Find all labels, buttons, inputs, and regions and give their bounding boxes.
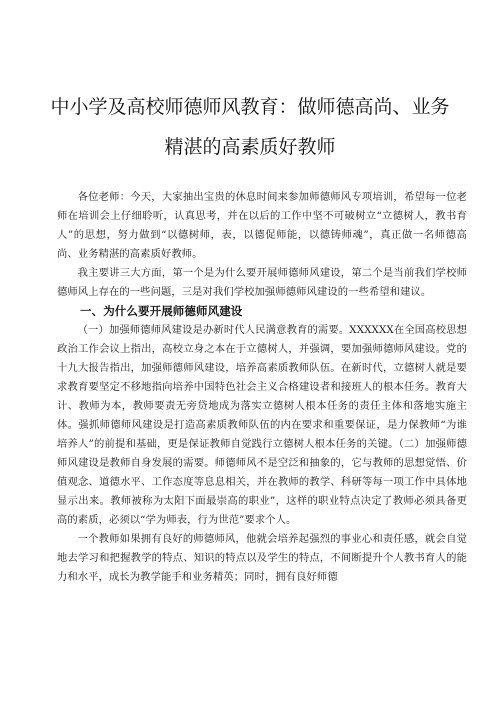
paragraph: 一个教师如果拥有良好的师德师风，他就会培养起强烈的事业心和责任感，就会自觉地去学习和把握教学的特点、知识的特点以及学生的特点，不间断提升个人教书育人的能力和水平，成长为教学能手和业务精英；同时，拥有良好师德 [57, 533, 467, 583]
paragraph: （一）加强师德师风建设是办新时代人民满意教育的需要。XXXXXX在全国高校思想政治工作会议上指出，高校立身之本在于立德树人，并强调，要加强师德师风建设。党的十九大报告指出，加强师德师风建设，培养高素质教师队伍。在新时代，立德树人就是要求教育要坚定不移地指向培养中国特色社会主义合格建设者和接班人的根本任务。教育大计、教师为本，教师要责无旁贷地成为落实立德树人根本任务的责任主体和落地实施主体。强抓师德师风建设是打造高素质教师队伍的内在要求和重要保证，是力保教师“为谁培养人”的前提和基础，更是保证教师自觉践行立德树人根本任务的关键。（二）加强师德师风建设是教师自身发展的需要。师德师风不是空泛和抽象的，它与教师的思想觉悟、价值观念、道德水平、工作态度等息息相关，并在教师的教学、科研等每一项工作中具体地显示出来。教师被称为太阳下面最崇高的职业”，这样的职业特点决定了教师必须具备更高的素质，必须以“学为师表，行为世范”要求个人。 [57, 324, 467, 526]
document-title-line2: 精湛的高素质好教师 [164, 136, 336, 158]
paragraph: 我主要讲三大方面，第一个是为什么要开展师德师风建设，第二个是当前我们学校师德师风上存在的一些问题，三是对我们学校加强师德师风建设的一些希望和建议。 [57, 267, 467, 298]
document-title-line1: 中小学及高校师德师风教育：做师德高尚、业务 [50, 96, 450, 118]
document-body [57, 188, 467, 587]
paragraph: 各位老师：今天，大家抽出宝贵的休息时间来参加师德师风专项培训，希望每一位老师在培训会上仔细聆听，认真思考，并在以后的工作中坚不可破树立“立德树人，教书育人”的思想，努力做到“以德树师，表，以德促师能，以德铸师魂”，真正做一名师德高尚、业务精湛的高素质好教师。 [57, 191, 467, 260]
section-heading: 一、为什么要开展师德师风建设 [80, 304, 243, 318]
